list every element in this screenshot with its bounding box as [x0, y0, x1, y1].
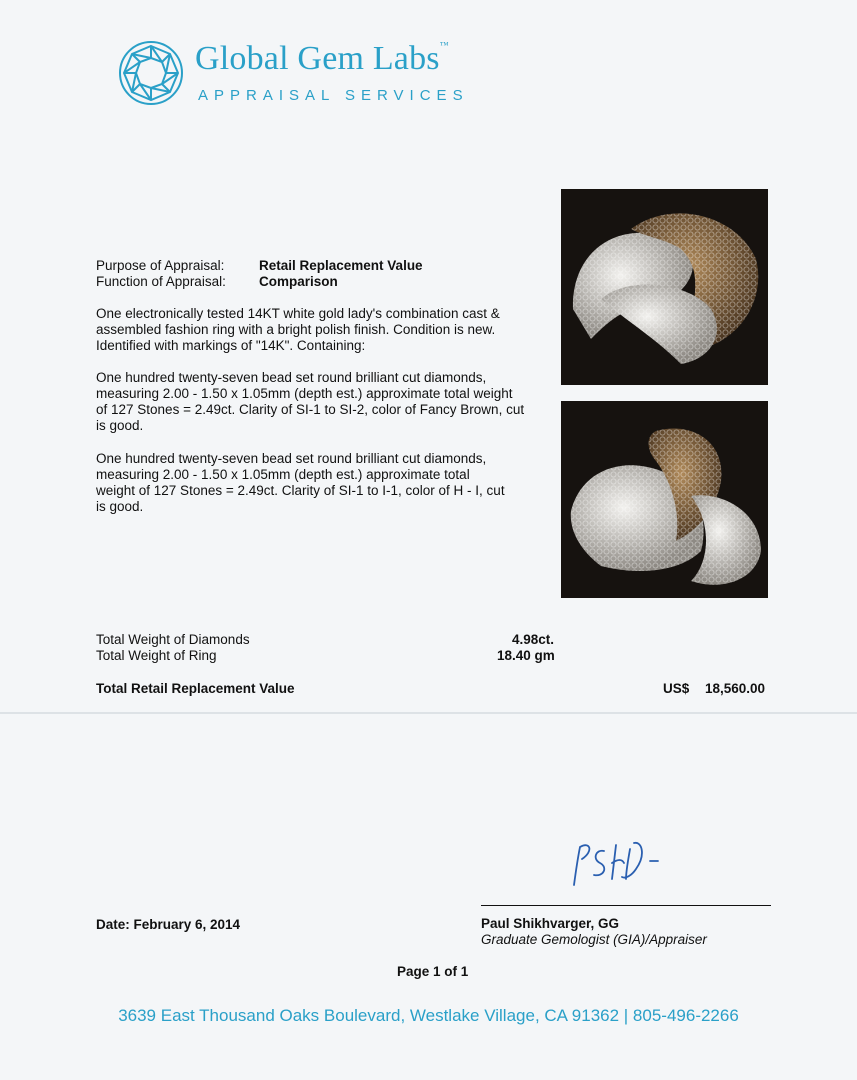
brand-name-text: Global Gem Labs [195, 40, 440, 77]
ring-photo-top [561, 189, 768, 385]
signature-line [481, 905, 771, 906]
total-retail-value: 18,560.00 [705, 681, 766, 696]
appraiser-title: Graduate Gemologist (GIA)/Appraiser [481, 932, 707, 947]
currency-label: US$ [663, 681, 690, 696]
function-value: Comparison [259, 274, 338, 289]
total-ring-label: Total Weight of Ring [96, 648, 217, 663]
trademark-symbol: ™ [439, 40, 449, 50]
purpose-label: Purpose of Appraisal: [96, 258, 225, 273]
footer-address: 3639 East Thousand Oaks Boulevard, Westlake Village, CA 91362 | 805-496-2266 [118, 1006, 739, 1025]
stones-description-2: One hundred twenty-seven bead set round brilliant cut diamonds, measuring 2.00 - 1.50 x 1.05mm (depth est.) approximate total weight of 127 Stones = 2.49ct. Clarity of SI-1 to I-1, color of H - I, cut is good. [96, 451, 505, 514]
brand-name [195, 40, 449, 78]
total-retail-label: Total Retail Replacement Value [96, 681, 295, 696]
signature-image [560, 835, 670, 895]
paper-fold-line [0, 712, 857, 714]
total-diamonds-value: 4.98ct. [512, 632, 555, 647]
total-ring-value: 18.40 gm [497, 648, 555, 663]
purpose-value: Retail Replacement Value [259, 258, 423, 273]
appraiser-name: Paul Shikhvarger, GG [481, 916, 620, 931]
page-number: Page 1 of 1 [397, 964, 469, 979]
total-diamonds-label: Total Weight of Diamonds [96, 632, 250, 647]
brand-subtitle: APPRAISAL SERVICES [198, 87, 469, 104]
function-label: Function of Appraisal: [96, 274, 226, 289]
appraisal-date: Date: February 6, 2014 [96, 917, 241, 932]
ring-photo-bottom [561, 401, 768, 598]
diamond-logo-icon [118, 40, 184, 106]
ring-description: One electronically tested 14KT white gold lady's combination cast & assembled fashion ring with a bright polish finish. Condition is new. Identified with markings of "14K". Containing: [96, 306, 500, 353]
stones-description-1: One hundred twenty-seven bead set round brilliant cut diamonds, measuring 2.00 - 1.50 x 1.05mm (depth est.) approximate total weight of 127 Stones = 2.49ct. Clarity of SI-1 to SI-2, color of Fancy Brown, cut is good. [96, 370, 525, 433]
